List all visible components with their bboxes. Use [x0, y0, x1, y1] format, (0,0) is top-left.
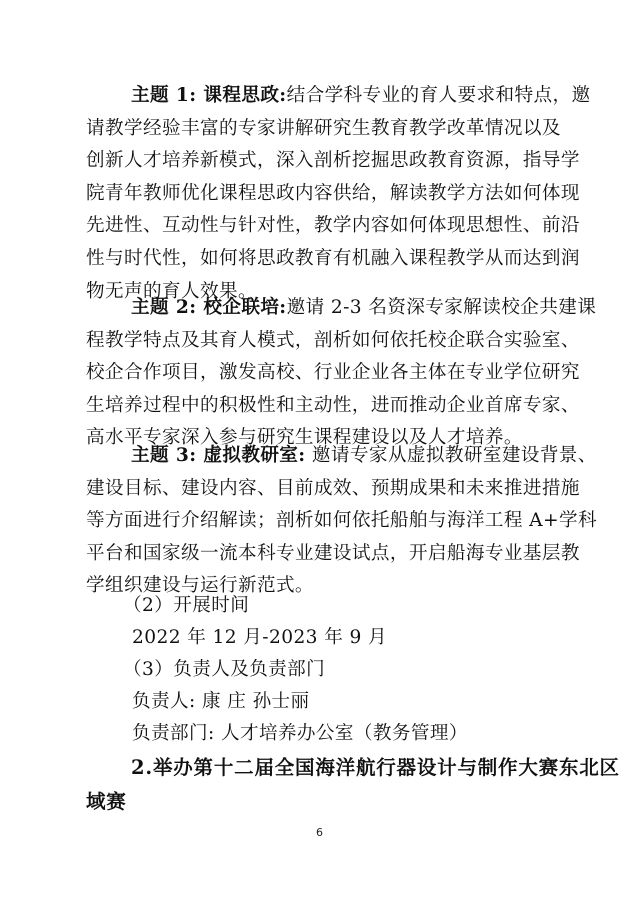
section2-line-1: 2.举办第十二届全国海洋航行器设计与制作大赛东北区	[131, 756, 620, 779]
theme1-line-2: 请教学经验丰富的专家讲解研究生教育教学改革情况以及	[86, 117, 561, 139]
theme2-label: 主题 2: 校企联培:	[131, 297, 287, 318]
theme1-line-4: 院青年教师优化课程思政内容供给，解读教学方法如何体现	[86, 182, 580, 204]
section2-heading	[86, 751, 620, 819]
theme3-paragraph	[86, 440, 597, 603]
theme2-line-4: 生培养过程中的积极性和主动性，进而推动企业首席专家、	[86, 394, 580, 416]
theme1-line-6: 性与时代性，如何将思政教育有机融入课程教学从而达到润	[86, 247, 580, 269]
theme3-line-3: 等方面进行介绍解读；剖析如何依托船舶与海洋工程 A+学科	[86, 510, 597, 532]
theme3-line-4: 平台和国家级一流本科专业建设试点，开启船海专业基层教	[86, 542, 580, 564]
theme1-label: 主题 1: 课程思政:	[131, 85, 287, 106]
page-number: 6	[316, 826, 323, 839]
theme1-line-1: 结合学科专业的育人要求和特点，邀	[286, 85, 591, 106]
theme2-paragraph	[86, 292, 597, 455]
time-heading: （2）开展时间	[123, 595, 250, 616]
theme2-line-3: 校企合作项目，激发高校、行业企业各主体在专业学位研究	[86, 362, 580, 384]
theme1-line-7: 物无声的育人效果。	[86, 280, 257, 302]
time-value: 2022 年 12 月-2023 年 9 月	[132, 627, 388, 648]
owner-heading: （3）负责人及负责部门	[123, 659, 326, 680]
section2-line-2: 域赛	[86, 790, 127, 813]
owner-person: 负责人: 康 庄 孙士丽	[132, 691, 310, 712]
theme2-line-1: 邀请 2-3 名资深专家解读校企共建课	[286, 297, 597, 318]
theme2-line-2: 程教学特点及其育人模式，剖析如何依托校企联合实验室、	[86, 329, 580, 351]
theme1-line-3: 创新人才培养新模式，深入剖析挖掘思政教育资源，指导学	[86, 150, 580, 172]
theme3-line-1: 邀请专家从虚拟教研室建设背景、	[305, 445, 597, 466]
theme3-line-5: 学组织建设与运行新范式。	[86, 575, 314, 597]
theme1-line-5: 先进性、互动性与针对性，教学内容如何体现思想性、前沿	[86, 215, 580, 237]
theme3-line-2: 建设目标、建设内容、目前成效、预期成果和未来推进措施	[86, 477, 580, 499]
theme3-label: 主题 3: 虚拟教研室:	[131, 445, 306, 466]
owner-dept: 负责部门: 人才培养办公室（教务管理）	[132, 723, 468, 744]
theme2-line-5: 高水平专家深入参与研究生课程建设以及人才培养。	[86, 427, 523, 449]
